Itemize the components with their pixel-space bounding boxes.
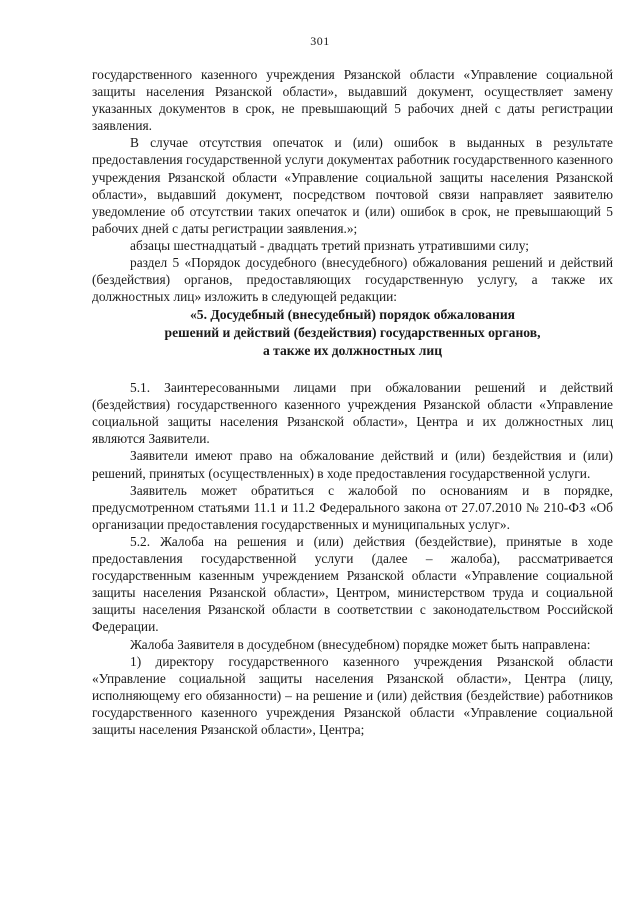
section-heading-line: а также их должностных лиц <box>262 342 443 358</box>
page-number: 301 <box>310 34 330 48</box>
section-heading <box>92 306 613 359</box>
spacer <box>92 359 613 379</box>
paragraph: Жалоба Заявителя в досудебном (внесудебном) порядке может быть направлена: <box>130 636 591 652</box>
paragraph: раздел 5 «Порядок досудебного (внесудебного) обжалования решений и действий (бездействия) органов, предоставляющих государственную услугу, а также их должностных лиц» изложить в следующей редакции: <box>92 255 613 305</box>
paragraph: 5.1. Заинтересованными лицами при обжаловании решений и действий (бездействия) государственного казенного учреждения Рязанской области «Управление социальной защиты населения Рязанской области», Центра и их должностных лиц являются Заявители. <box>92 380 613 447</box>
paragraph: Заявитель может обратиться с жалобой по основаниям и в порядке, предусмотренном статьями 11.1 и 11.2 Федерального закона от 27.07.2010 № 210-ФЗ «Об организации предоставления государственных и муниципальных услуг». <box>92 482 613 532</box>
paragraph: 5.2. Жалоба на решения и (или) действия (бездействие), принятые в ходе предоставления государственной услуги (далее – жалоба), рассматривается государственным казенным учреждением Рязанской области «Управление социальной защиты населения Рязанской области», Центром, министерством труда и социальной защиты населения Рязанской области в соответствии с законодательством Российской Федерации. <box>92 533 613 635</box>
document-body <box>92 66 613 738</box>
paragraph: Заявители имеют право на обжалование действий и (или) бездействия и (или) решений, принятых (осуществленных) в ходе предоставления государственной услуги. <box>92 448 613 481</box>
paragraph: абзацы шестнадцатый - двадцать третий признать утратившими силу; <box>130 237 529 253</box>
paragraph: В случае отсутствия опечаток и (или) ошибок в выданных в результате предоставления государственной услуги документах работник государственного казенного учреждения Рязанской области «Управление социальной защиты населения Рязанской области», выдавший документ, посредством почтовой связи направляет заявителю уведомление об отсутствии таких опечаток и (или) ошибок в срок, не превышающий 5 рабочих дней с даты регистрации заявления.»; <box>92 135 613 236</box>
section-heading-line: «5. Досудебный (внесудебный) порядок обжалования <box>189 307 516 323</box>
paragraph: 1) директору государственного казенного учреждения Рязанской области «Управление социальной защиты населения Рязанской области», Центра (лицу, исполняющему его обязанности) – на решение и (или) действия (бездействие) работников государственного казенного учреждения Рязанской области «Управление социальной защиты населения Рязанской области», Центра; <box>92 653 613 737</box>
section-heading-line: решений и действий (бездействия) государственных органов, <box>164 324 541 340</box>
paragraph: государственного казенного учреждения Рязанской области «Управление социальной защиты населения Рязанской области», выдавший документ, осуществляет замену указанных документов в срок, не превышающий 5 рабочих дней с даты регистрации заявления. <box>92 67 613 134</box>
